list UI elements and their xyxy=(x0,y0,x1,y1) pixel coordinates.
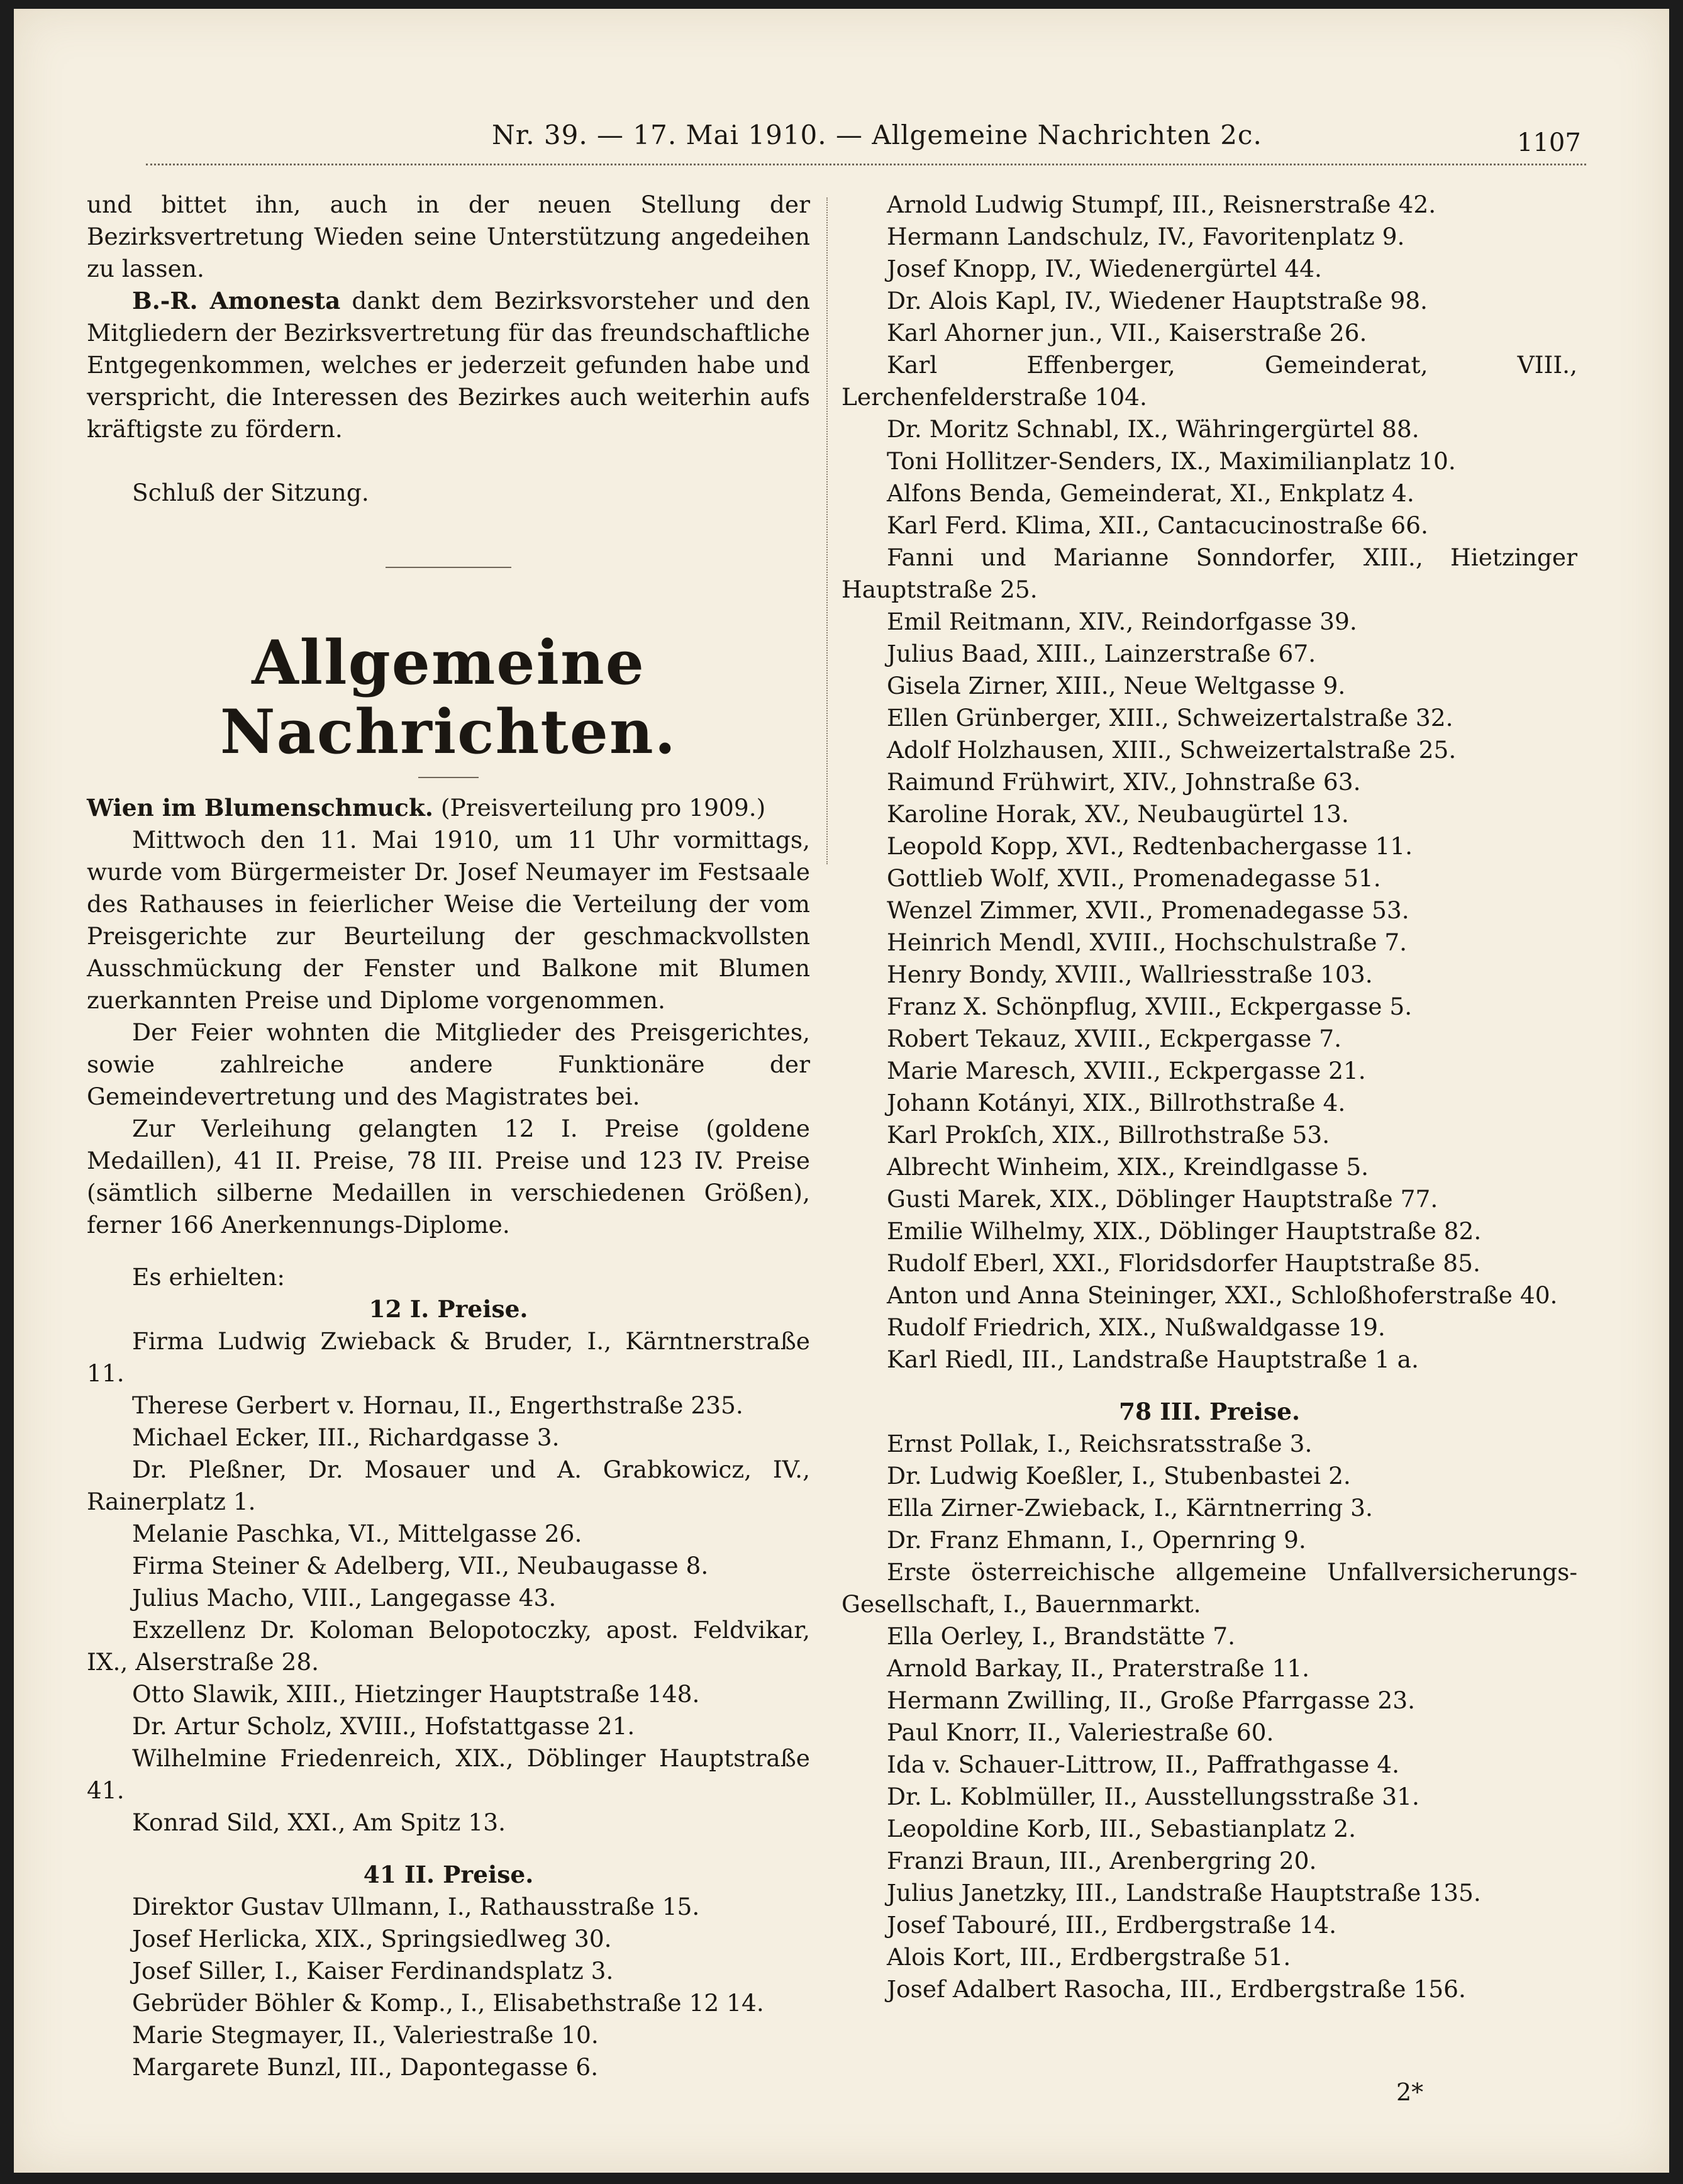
list-item: Firma Ludwig Zwieback & Bruder, I., Kärntnerstraße 11. xyxy=(87,1327,810,1387)
article-paragraph-1: Mittwoch den 11. Mai 1910, um 11 Uhr vormittags, wurde vom Bürgermeister Dr. Josef Neumayer im Festsaale des Rathauses in feierlicher Weise die Verteilung der vom Preisgerichte zur Beurteilung der geschmackvollsten Ausschmückung der Fenster und Balkone mit Blumen zuerkannten Preise und Diplome vorgenommen. xyxy=(87,826,810,1014)
list-item: Michael Ecker, III., Richardgasse 3. xyxy=(132,1424,560,1451)
list-item: Franz X. Schönpflug, XVIII., Eckpergasse 5. xyxy=(887,993,1413,1020)
running-title: Nr. 39. — 17. Mai 1910. — Allgemeine Nachrichten 2c. xyxy=(492,120,1262,150)
list-item: Raimund Frühwirt, XIV., Johnstraße 63. xyxy=(887,768,1361,796)
list-item: Dr. Pleßner, Dr. Mosauer und A. Grabkowicz, IV., Rainerplatz 1. xyxy=(87,1456,810,1515)
list-item: Marie Stegmayer, II., Valeriestraße 10. xyxy=(132,2021,599,2049)
list-item: Anton und Anna Steininger, XXI., Schloßhoferstraße 40. xyxy=(887,1281,1558,1309)
list-item: Gottlieb Wolf, XVII., Promenadegasse 51. xyxy=(887,864,1381,892)
list-item: Emilie Wilhelmy, XIX., Döblinger Hauptstraße 82. xyxy=(887,1217,1482,1245)
br-text: dankt dem Bezirksvorsteher und den Mitgliedern der Bezirksvertretung für das freundschaftliche Entgegenkommen, welches er jederzeit gefunden habe und verspricht, die Interessen des Bezirkes auch weiterhin aufs kräftigste zu fördern. xyxy=(87,287,811,443)
section-separator xyxy=(386,567,511,568)
list-item: Karl Prokſch, XIX., Billrothstraße 53. xyxy=(887,1121,1330,1149)
list-item: Wilhelmine Friedenreich, XIX., Döblinger Hauptstraße 41. xyxy=(87,1744,810,1804)
first-prize-list xyxy=(87,1325,810,1839)
right-column xyxy=(842,189,1577,2005)
list-item: Karl Riedl, III., Landstraße Hauptstraße 1 a. xyxy=(887,1346,1419,1373)
column-divider xyxy=(826,198,828,864)
list-item: Josef Adalbert Rasocha, III., Erdbergstraße 156. xyxy=(887,1975,1466,2003)
list-item: Firma Steiner & Adelberg, VII., Neubaugasse 8. xyxy=(132,1552,709,1580)
list-item: Hermann Landschulz, IV., Favoritenplatz 9. xyxy=(887,223,1405,250)
article-heading xyxy=(87,792,810,824)
list-item: Karoline Horak, XV., Neubaugürtel 13. xyxy=(887,800,1349,828)
list-item: Josef Tabouré, III., Erdbergstraße 14. xyxy=(887,1911,1337,1939)
section-title: Allgemeine Nachrichten. xyxy=(219,627,677,767)
list-item: Robert Tekauz, XVIII., Eckpergasse 7. xyxy=(887,1025,1341,1052)
heading-second-prizes: 41 II. Preise. xyxy=(363,1861,534,1888)
list-item: Konrad Sild, XXI., Am Spitz 13. xyxy=(132,1808,506,1836)
page-number: 1107 xyxy=(1517,128,1581,157)
list-item: Dr. Alois Kapl, IV., Wiedener Hauptstraße 98. xyxy=(887,287,1428,315)
list-item: Dr. Franz Ehmann, I., Opernring 9. xyxy=(887,1526,1306,1554)
list-item: Therese Gerbert v. Hornau, II., Engerthstraße 235. xyxy=(132,1391,743,1419)
list-item: Albrecht Winheim, XIX., Kreindlgasse 5. xyxy=(887,1153,1369,1181)
list-item: Melanie Paschka, VI., Mittelgasse 26. xyxy=(132,1520,582,1547)
list-item: Julius Baad, XIII., Lainzerstraße 67. xyxy=(887,640,1316,667)
list-item: Otto Slawik, XIII., Hietzinger Hauptstraße 148. xyxy=(132,1680,700,1708)
list-item: Fanni und Marianne Sonndorfer, XIII., Hietzinger Hauptstraße 25. xyxy=(842,543,1577,603)
list-item: Josef Siller, I., Kaiser Ferdinandsplatz 3. xyxy=(132,1957,614,1985)
list-item: Margarete Bunzl, III., Dapontegasse 6. xyxy=(132,2053,599,2081)
list-item: Josef Herlicka, XIX., Springsiedlweg 30. xyxy=(132,1925,612,1953)
article-title: Wien im Blumenschmuck. xyxy=(87,794,433,822)
list-item: Julius Macho, VIII., Langegasse 43. xyxy=(132,1584,557,1612)
list-item: Karl Ferd. Klima, XII., Cantacucinostraße 66. xyxy=(887,511,1428,539)
list-item: Adolf Holzhausen, XIII., Schweizertalstraße 25. xyxy=(887,736,1457,764)
list-item: Dr. Artur Scholz, XVIII., Hofstattgasse 21. xyxy=(132,1712,635,1740)
heading-first-prizes: 12 I. Preise. xyxy=(369,1295,528,1323)
list-item: Karl Ahorner jun., VII., Kaiserstraße 26. xyxy=(887,319,1367,347)
list-item: Johann Kotányi, XIX., Billrothstraße 4. xyxy=(887,1089,1346,1117)
list-item: Leopold Kopp, XVI., Redtenbachergasse 11. xyxy=(887,832,1413,860)
list-item: Ida v. Schauer-Littrow, II., Paffrathgasse 4. xyxy=(887,1751,1400,1778)
list-item: Toni Hollitzer-Senders, IX., Maximilianplatz 10. xyxy=(887,447,1456,475)
list-item: Franzi Braun, III., Arenbergring 20. xyxy=(887,1847,1317,1875)
list-item: Marie Maresch, XVIII., Eckpergasse 21. xyxy=(887,1057,1366,1084)
list-item: Wenzel Zimmer, XVII., Promenadegasse 53. xyxy=(887,896,1409,924)
list-item: Arnold Ludwig Stumpf, III., Reisnerstraße 42. xyxy=(887,191,1436,218)
list-item: Hermann Zwilling, II., Große Pfarrgasse 23. xyxy=(887,1686,1416,1714)
list-item: Erste österreichische allgemeine Unfallversicherungs-Gesellschaft, I., Bauernmarkt. xyxy=(842,1558,1577,1618)
list-item: Ernst Pollak, I., Reichsratsstraße 3. xyxy=(887,1430,1313,1457)
list-item: Exzellenz Dr. Koloman Belopotoczky, apost. Feldvikar, IX., Alserstraße 28. xyxy=(87,1616,810,1676)
list-item: Josef Knopp, IV., Wiedenergürtel 44. xyxy=(887,255,1322,282)
list-item: Ella Zirner-Zwieback, I., Kärntnerring 3. xyxy=(887,1494,1373,1522)
list-item: Paul Knorr, II., Valeriestraße 60. xyxy=(887,1719,1274,1746)
list-item: Direktor Gustav Ullmann, I., Rathausstraße 15. xyxy=(132,1893,700,1920)
list-item: Gisela Zirner, XIII., Neue Weltgasse 9. xyxy=(887,672,1346,699)
article-subtitle: (Preisverteilung pro 1909.) xyxy=(433,794,766,822)
list-item: Alois Kort, III., Erdbergstraße 51. xyxy=(887,1943,1291,1971)
continued-paragraph: und bittet ihn, auch in der neuen Stellung der Bezirksvertretung Wieden seine Unterstützung angedeihen zu lassen. xyxy=(87,191,810,282)
left-column xyxy=(87,189,810,2083)
third-prize-list xyxy=(842,1428,1577,2005)
list-item: Leopoldine Korb, III., Sebastianplatz 2. xyxy=(887,1815,1357,1842)
article-paragraph-3: Zur Verleihung gelangten 12 I. Preise (goldene Medaillen), 41 II. Preise, 78 III. Preise und 123 IV. Preise (sämtlich silberne Medaillen in verschiedenen Größen), ferner 166 Anerkennungs-Diplome. xyxy=(87,1115,810,1239)
heading-third-prizes: 78 III. Preise. xyxy=(1118,1398,1301,1425)
list-item: Arnold Barkay, II., Praterstraße 11. xyxy=(887,1654,1310,1682)
br-paragraph xyxy=(87,285,810,445)
list-item: Gusti Marek, XIX., Döblinger Hauptstraße 77. xyxy=(887,1185,1438,1213)
list-item: Karl Effenberger, Gemeinderat, VIII., Lerchenfelderstraße 104. xyxy=(842,351,1577,411)
second-prize-list xyxy=(87,1891,810,2083)
list-item: Dr. Ludwig Koeßler, I., Stubenbastei 2. xyxy=(887,1462,1351,1490)
list-item: Henry Bondy, XVIII., Wallriesstraße 103. xyxy=(887,961,1373,988)
list-item: Alfons Benda, Gemeinderat, XI., Enkplatz 4. xyxy=(887,479,1414,507)
list-item: Heinrich Mendl, XVIII., Hochschulstraße 7. xyxy=(887,928,1408,956)
list-item: Emil Reitmann, XIV., Reindorfgasse 39. xyxy=(887,608,1357,635)
title-underline xyxy=(418,777,479,778)
closing-line: Schluß der Sitzung. xyxy=(132,479,369,506)
article-paragraph-2: Der Feier wohnten die Mitglieder des Preisgerichtes, sowie zahlreiche andere Funktionäre der Gemeindevertretung und des Magistrates bei. xyxy=(87,1018,810,1110)
signature-mark: 2* xyxy=(1396,2078,1424,2106)
list-item: Rudolf Friedrich, XIX., Nußwaldgasse 19. xyxy=(887,1313,1386,1341)
list-item: Gebrüder Böhler & Komp., I., Elisabethstraße 12 14. xyxy=(132,1989,764,2017)
list-item: Ella Oerley, I., Brandstätte 7. xyxy=(887,1622,1236,1650)
header-rule xyxy=(146,164,1586,165)
list-item: Dr. L. Koblmüller, II., Ausstellungsstraße 31. xyxy=(887,1783,1419,1810)
newspaper-page xyxy=(14,9,1669,2173)
list-item: Rudolf Eberl, XXI., Floridsdorfer Hauptstraße 85. xyxy=(887,1249,1480,1277)
list-item: Dr. Moritz Schnabl, IX., Währingergürtel 88. xyxy=(887,415,1419,443)
list-item: Julius Janetzky, III., Landstraße Hauptstraße 135. xyxy=(887,1879,1481,1907)
es-erhielten: Es erhielten: xyxy=(132,1263,286,1291)
list-item: Ellen Grünberger, XIII., Schweizertalstraße 32. xyxy=(887,704,1453,732)
second-prize-list-continued xyxy=(842,189,1577,1376)
page-header xyxy=(14,114,1669,159)
br-name: B.-R. Amonesta xyxy=(132,287,341,315)
